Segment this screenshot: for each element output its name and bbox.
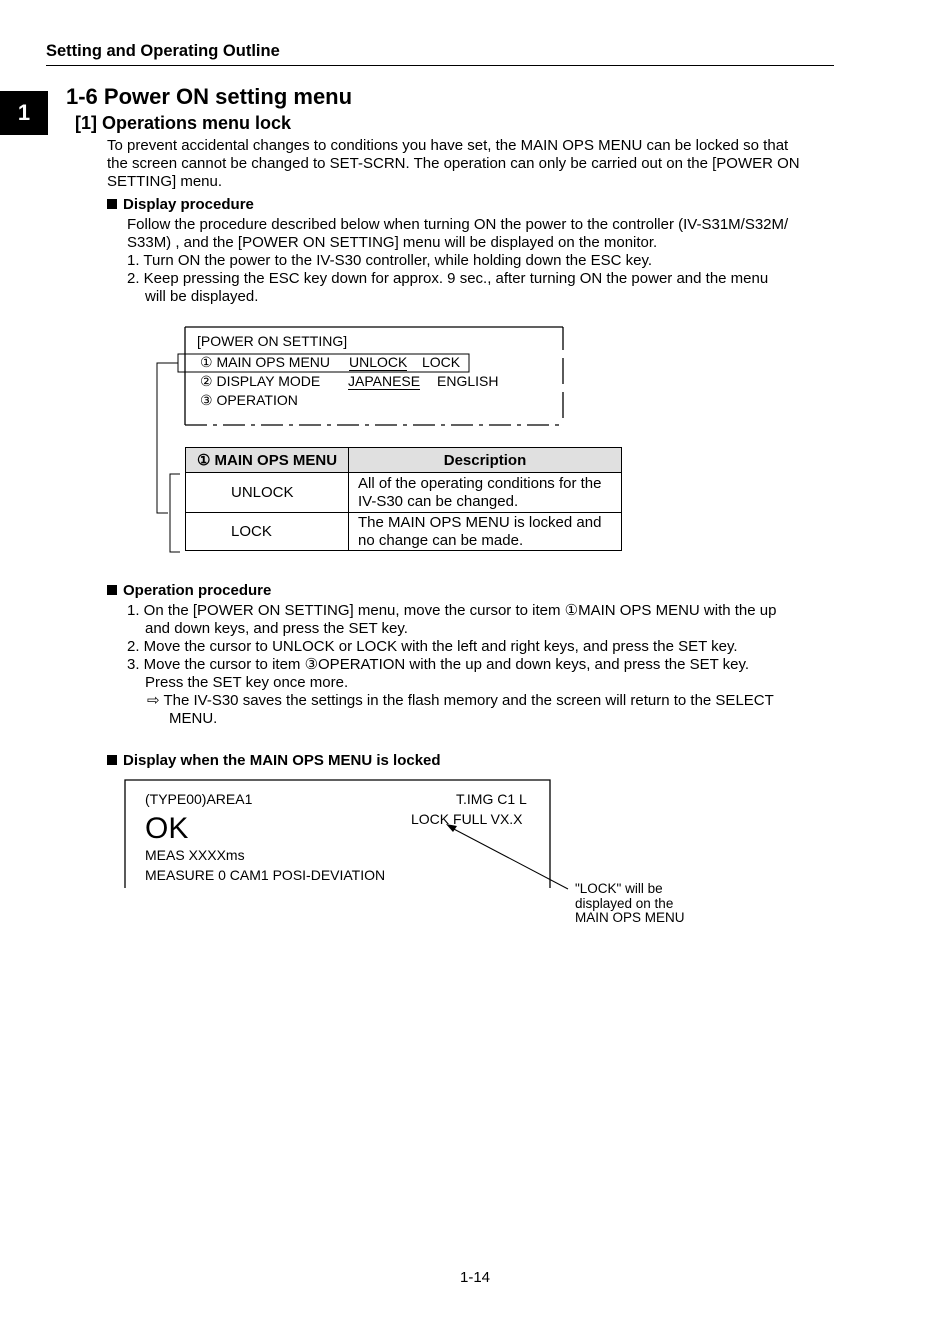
heading-text: Display procedure [123,196,254,213]
table-header: Description [349,448,622,473]
power-on-setting-screen [185,327,563,425]
intro-line: To prevent accidental changes to conditions you have set, the MAIN OPS MENU can be locked so that [107,137,789,154]
procedure-result-cont: MENU. [169,710,218,727]
main-ops-menu-table [185,447,622,551]
table-cell-desc: All of the operating conditions for the IV-S30 can be changed. [349,473,622,513]
locked-screen [125,780,550,888]
running-header: Setting and Operating Outline [46,42,280,60]
square-bullet-icon [107,585,117,595]
table-cell-desc: The MAIN OPS MENU is locked and no change can be made. [349,513,622,551]
procedure-line: Follow the procedure described below when turning ON the power to the controller (IV-S31M/S32M/ [127,216,789,233]
procedure-step-cont: will be displayed. [145,288,259,305]
lock-callout: "LOCK" will be displayed on the MAIN OPS MENU [575,881,685,925]
option-japanese: JAPANESE [348,373,421,389]
operation-procedure-heading [107,582,271,600]
chapter-tab: 1 [0,91,48,135]
locked-display-heading [107,752,441,770]
table-cell-item: LOCK [186,513,349,551]
heading-text: Display when the MAIN OPS MENU is locked [123,752,441,769]
screen-row-main-ops [200,354,330,371]
ok-result: OK [145,812,189,845]
intro-line: SETTING] menu. [107,173,223,190]
arrow-right-icon: ⇨ [147,692,160,709]
screen-title: [POWER ON SETTING] [197,333,348,349]
row-label: OPERATION [216,392,298,408]
circled-number: ① [200,354,213,370]
procedure-step-cont: and down keys, and press the SET key. [145,620,408,637]
timg-label: T.IMG C1 L [456,791,527,807]
circled-number: ② [200,373,213,389]
section-title: 1-6 Power ON setting menu [66,84,353,109]
measure-info: MEASURE 0 CAM1 POSI-DEVIATION [145,867,386,883]
procedure-step: 3. Move the cursor to item ③OPERATION with the up and down keys, and press the SET key. [127,656,750,673]
meas-time: MEAS XXXXms [145,847,245,863]
intro-line: the screen cannot be changed to SET-SCRN. The operation can only be carried out on the [POWER ON [107,155,800,172]
subsection-title: [1] Operations menu lock [75,113,292,133]
option-lock: LOCK [422,354,461,370]
screen-row-operation [200,392,298,409]
page-number: 1-14 [459,1269,491,1286]
screen-row-display-mode [200,373,320,390]
procedure-step: 2. Move the cursor to UNLOCK or LOCK with the left and right keys, and press the SET key. [127,638,738,655]
procedure-step: 1. Turn ON the power to the IV-S30 controller, while holding down the ESC key. [127,252,653,269]
heading-text: Operation procedure [123,582,272,599]
procedure-line: S33M) , and the [POWER ON SETTING] menu will be displayed on the monitor. [127,234,658,251]
table-cell-item: UNLOCK [186,473,349,513]
type-area-label: (TYPE00)AREA1 [145,791,253,807]
option-english: ENGLISH [437,373,499,389]
display-procedure-heading [107,196,254,214]
procedure-step-cont: Press the SET key once more. [145,674,349,691]
display-procedure-body [127,216,788,306]
square-bullet-icon [107,755,117,765]
row-label: MAIN OPS MENU [216,354,331,370]
option-unlock: UNLOCK [349,354,408,370]
procedure-step: 1. On the [POWER ON SETTING] menu, move the cursor to item ①MAIN OPS MENU with the up [127,602,777,619]
table-row [186,473,622,513]
intro-paragraph [107,137,800,191]
table-row [186,513,622,551]
procedure-result: ⇨ The IV-S30 saves the settings in the flash memory and the screen will return to the SELECT [147,692,774,709]
row-label: DISPLAY MODE [216,373,321,389]
table-header-row [186,448,622,473]
procedure-step: 2. Keep pressing the ESC key down for approx. 9 sec., after turning ON the power and the menu [127,270,769,287]
operation-procedure-body [127,602,776,728]
lock-indicator: LOCK FULL VX.X [411,811,523,827]
table-header: ① MAIN OPS MENU [186,448,349,473]
square-bullet-icon [107,199,117,209]
circled-number: ③ [200,392,213,408]
header-rule [46,65,834,66]
